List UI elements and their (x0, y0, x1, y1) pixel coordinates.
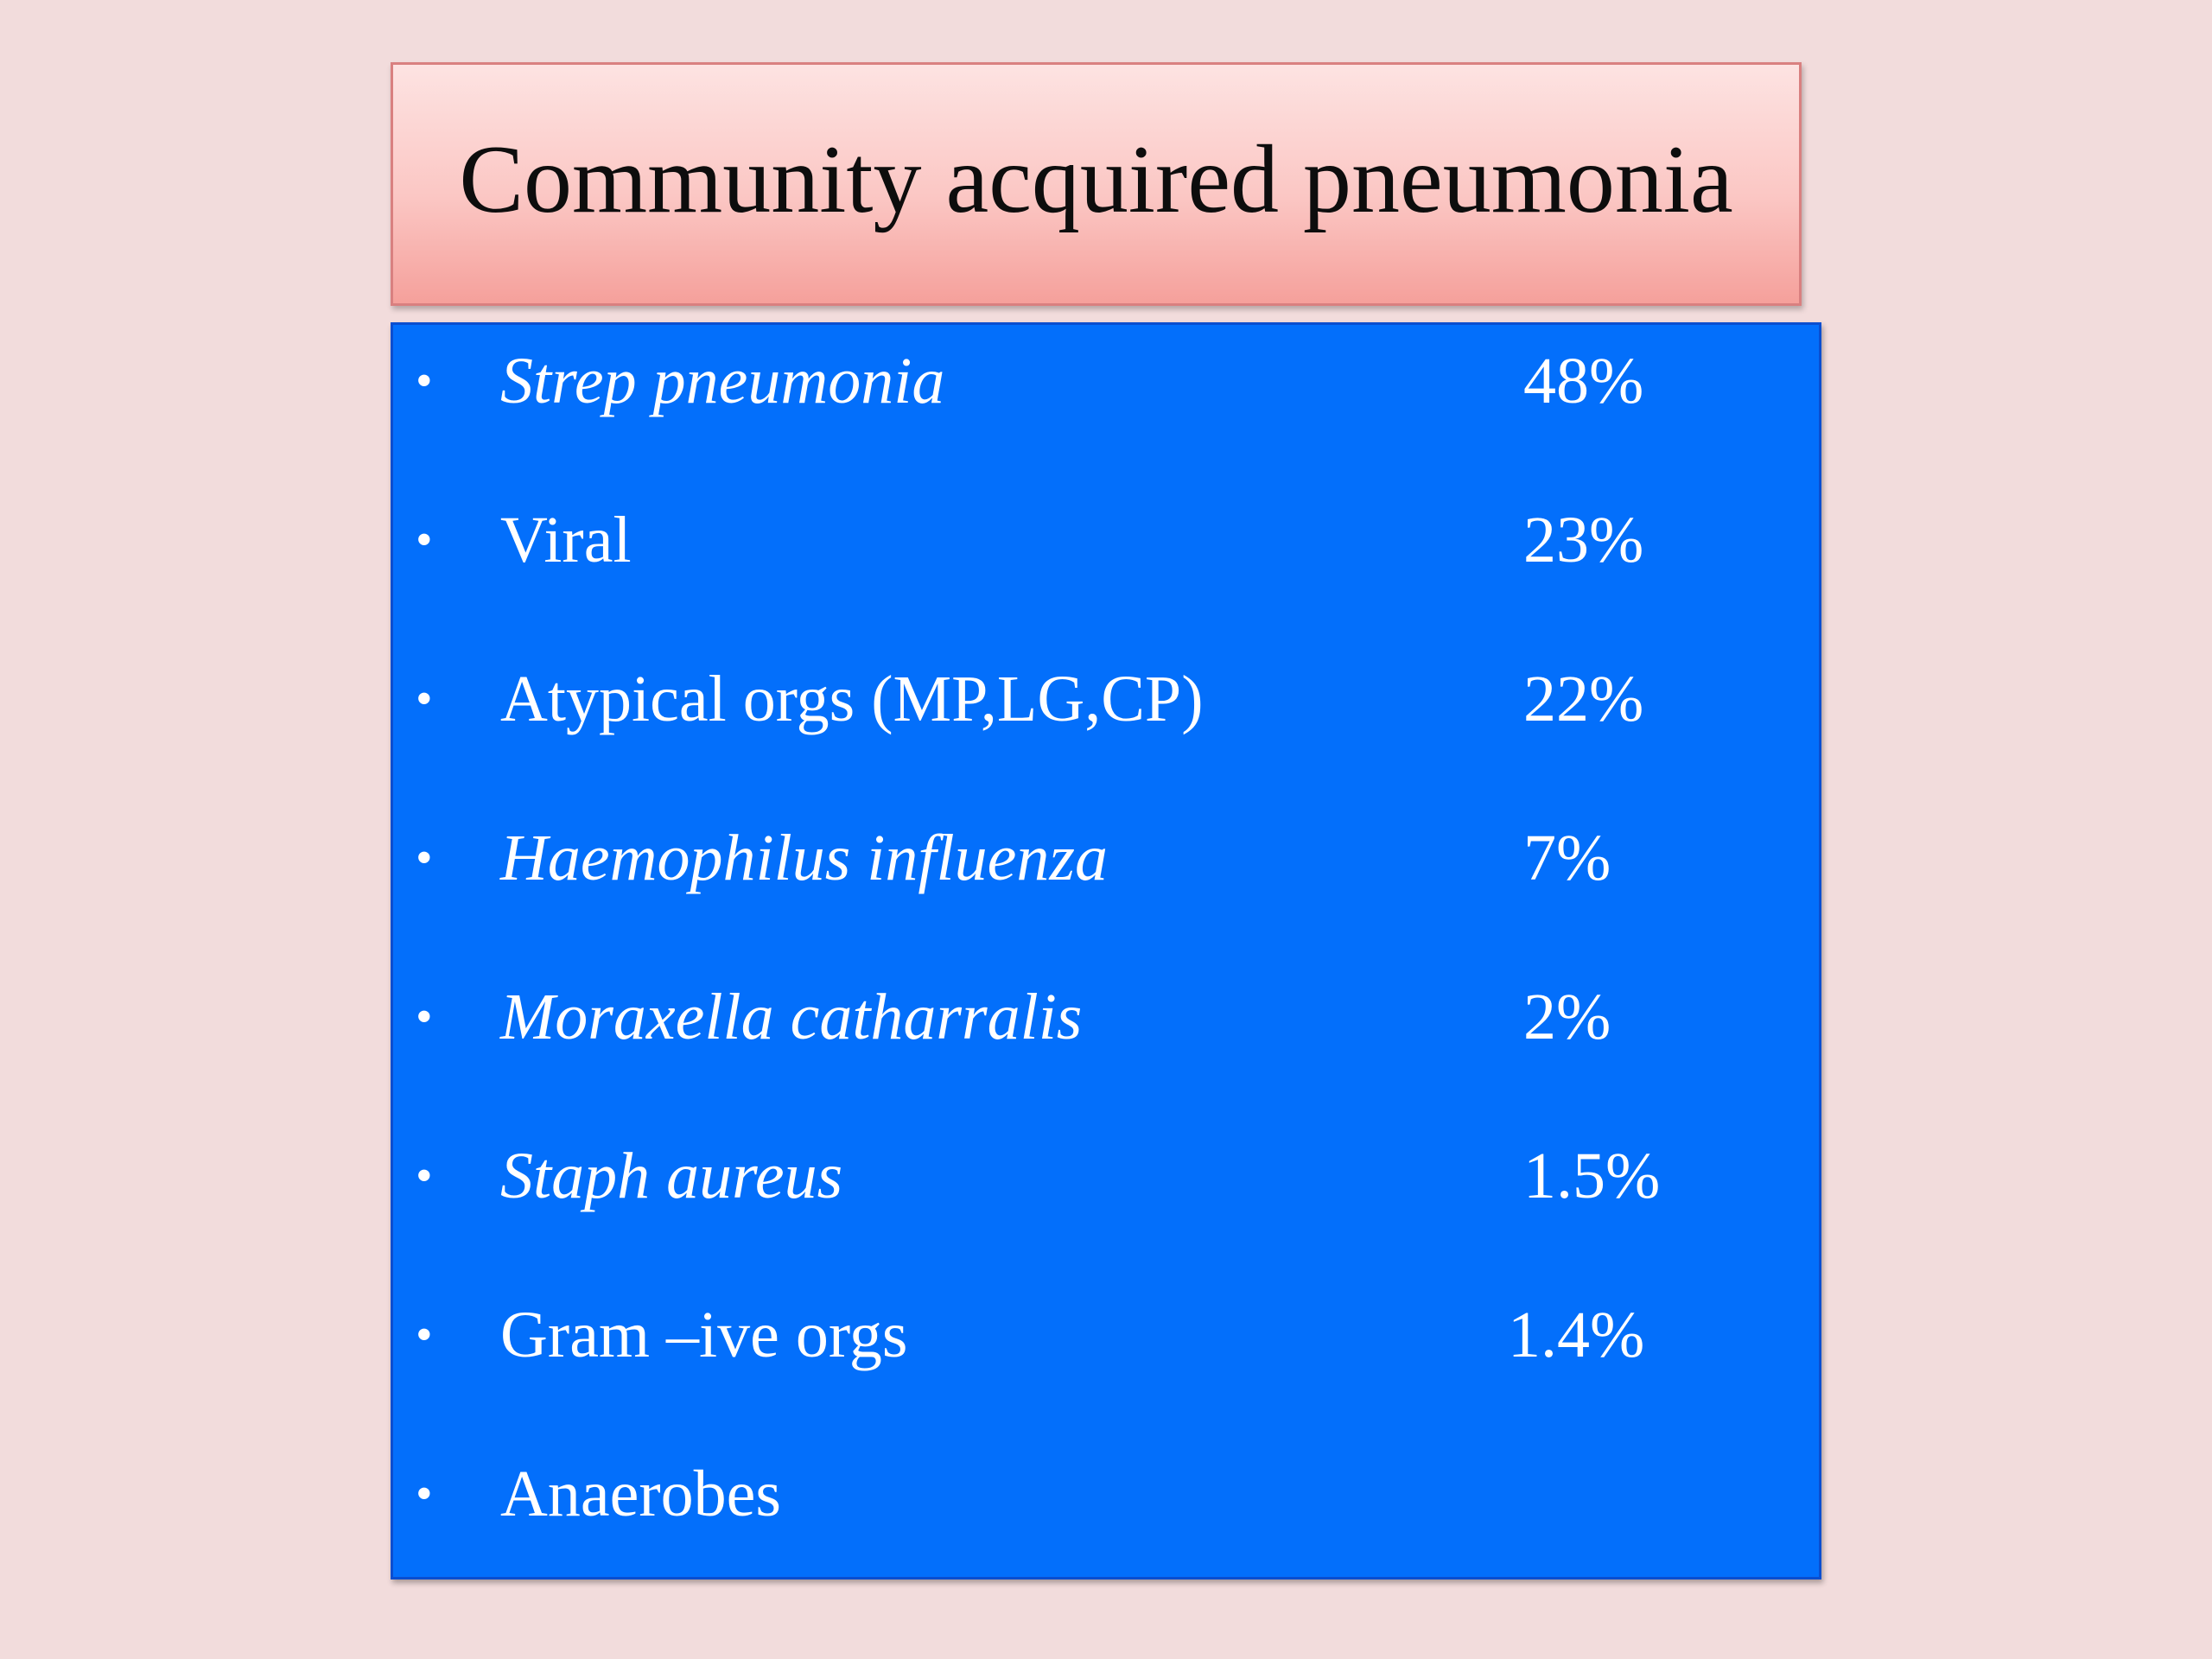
bullet-icon: • (416, 354, 433, 408)
list-item (393, 334, 1819, 429)
list-item (393, 810, 1819, 906)
bullet-icon: • (416, 672, 433, 726)
percentage-value: 48% (1523, 345, 1644, 417)
organism-label: Strep pneumonia (500, 345, 945, 417)
percentage-value: 22% (1523, 663, 1644, 735)
organism-label: Haemophilus influenza (500, 822, 1108, 894)
title-box (391, 62, 1802, 306)
percentage-value: 2% (1523, 981, 1611, 1053)
bullet-icon: • (416, 513, 433, 567)
bullet-icon: • (416, 1308, 433, 1362)
bullet-icon: • (416, 990, 433, 1044)
bullet-icon: • (416, 1467, 433, 1521)
bullet-icon: • (416, 831, 433, 885)
content-box (391, 322, 1821, 1580)
organism-label: Atypical orgs (MP,LG,CP) (500, 663, 1204, 735)
organism-label: Viral (500, 504, 632, 576)
organism-label: Anaerobes (500, 1458, 781, 1530)
list-item (393, 1446, 1819, 1541)
list-item (393, 493, 1819, 588)
list-item (393, 1287, 1819, 1382)
slide-title: Community acquired pneumonia (459, 126, 1733, 233)
list-item (393, 652, 1819, 747)
percentage-value: 7% (1523, 822, 1611, 894)
organism-label: Gram –ive orgs (500, 1299, 908, 1371)
bullet-icon: • (416, 1149, 433, 1203)
organism-label: Moraxella catharralis (500, 981, 1083, 1053)
organism-label: Staph aureus (500, 1140, 843, 1212)
percentage-value: 1.5% (1523, 1140, 1661, 1212)
list-item (393, 1128, 1819, 1224)
percentage-value: 23% (1523, 504, 1644, 576)
list-item (393, 969, 1819, 1065)
percentage-value: 1.4% (1508, 1299, 1645, 1371)
